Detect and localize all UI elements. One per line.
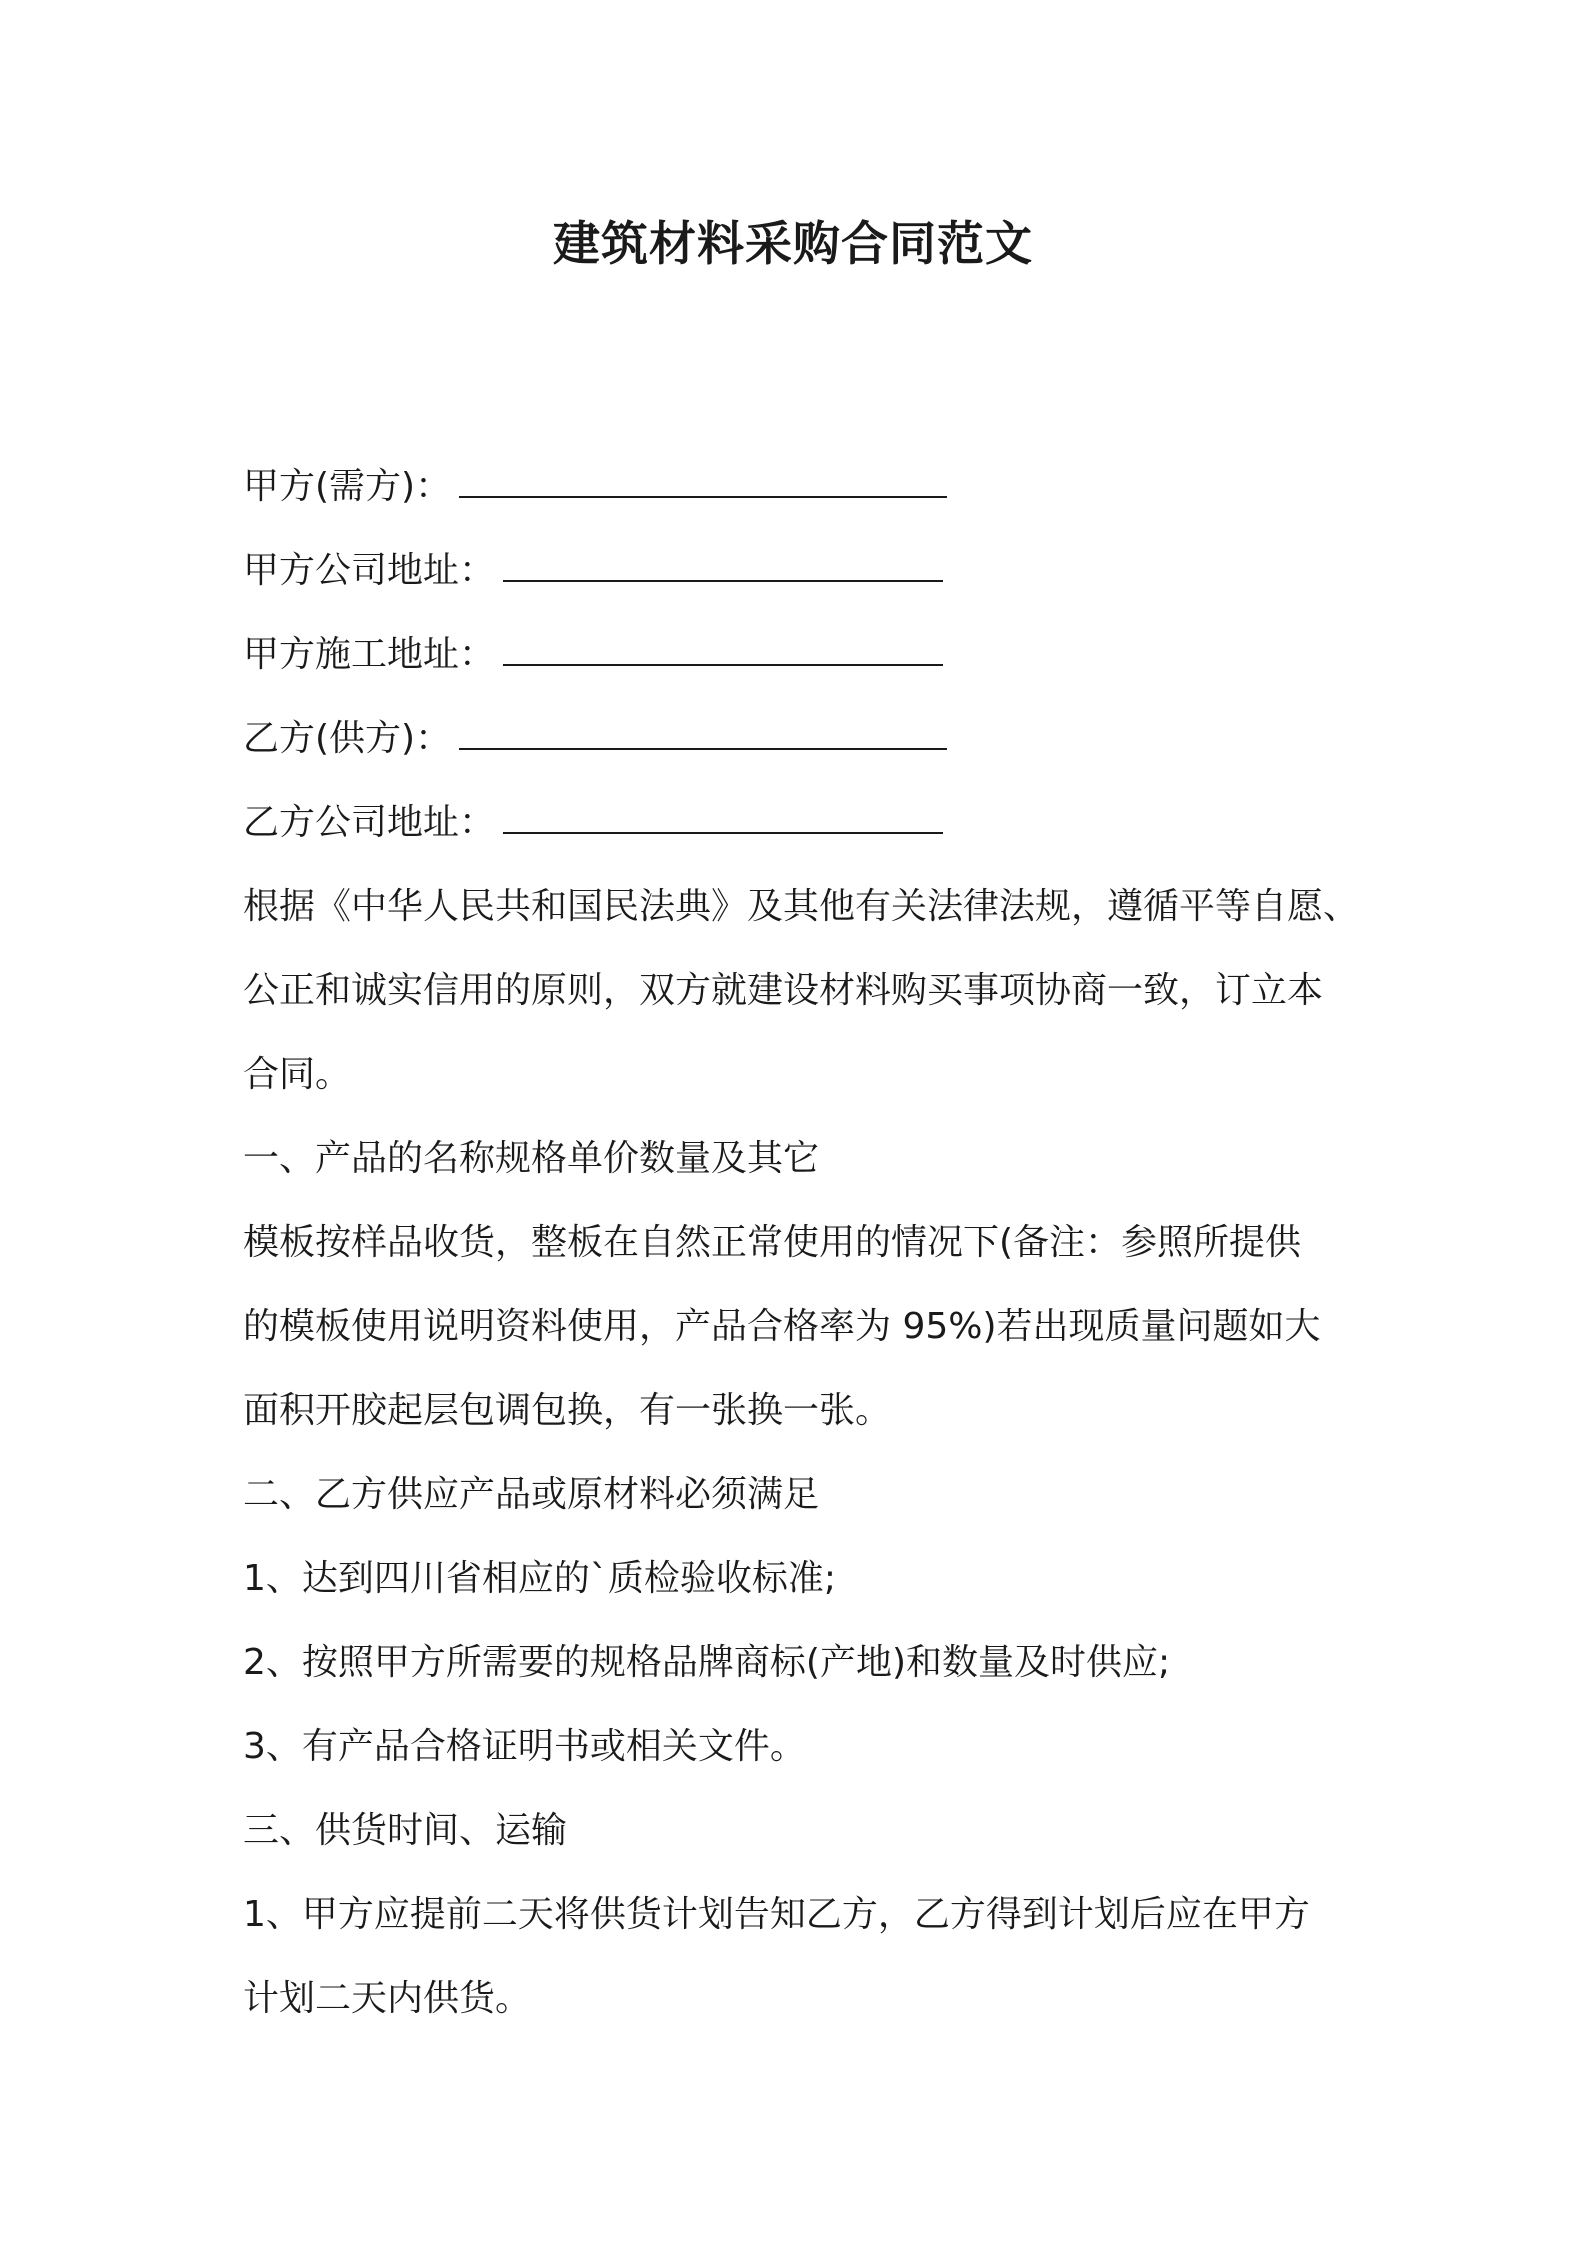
clause-item: 1、达到四川省相应的`质检验收标准; (243, 1558, 837, 1599)
clause-item: 1、甲方应提前二天将供货计划告知乙方，乙方得到计划后应在甲方 (243, 1894, 1310, 1935)
blank-line (503, 538, 943, 582)
clause-item: 3、有产品合格证明书或相关文件。 (243, 1726, 806, 1767)
document-title: 建筑材料采购合同范文 (553, 217, 1033, 272)
document-body (243, 445, 1363, 2041)
clause-item: 2、按照甲方所需要的规格品牌商标(产地)和数量及时供应; (243, 1642, 1171, 1683)
section-heading: 三、供货时间、运输 (243, 1810, 568, 1851)
blank-line (503, 622, 943, 666)
preamble-line: 公正和诚实信用的原则，双方就建设材料购买事项协商一致，订立本 (243, 970, 1324, 1011)
party-a-site-address-field (243, 613, 1363, 697)
section-heading: 一、产品的名称规格单价数量及其它 (243, 1138, 820, 1179)
clause-item: 计划二天内供货。 (243, 1978, 532, 2019)
party-b-company-address-field (243, 781, 1363, 865)
preamble-line: 根据《中华人民共和国民法典》及其他有关法律法规，遵循平等自愿、 (243, 886, 1360, 927)
section-text-line: 的模板使用说明资料使用，产品合格率为 95%)若出现质量问题如大 (243, 1306, 1321, 1347)
blank-line (503, 790, 943, 834)
field-label: 甲方公司地址： (243, 550, 496, 591)
section-text-line: 模板按样品收货，整板在自然正常使用的情况下(备注：参照所提供 (243, 1222, 1302, 1263)
section-heading: 二、乙方供应产品或原材料必须满足 (243, 1474, 820, 1515)
blank-line (459, 706, 947, 750)
field-label: 乙方公司地址： (243, 802, 496, 843)
field-label: 甲方施工地址： (243, 634, 496, 675)
preamble-line: 合同。 (243, 1054, 352, 1095)
blank-line (459, 454, 947, 498)
section-text-line: 面积开胶起层包调包换，有一张换一张。 (243, 1390, 892, 1431)
field-label: 乙方(供方)： (243, 718, 452, 759)
field-label: 甲方(需方)： (243, 466, 452, 507)
party-a-company-address-field (243, 529, 1363, 613)
party-b-name-field (243, 697, 1363, 781)
party-a-name-field (243, 445, 1363, 529)
